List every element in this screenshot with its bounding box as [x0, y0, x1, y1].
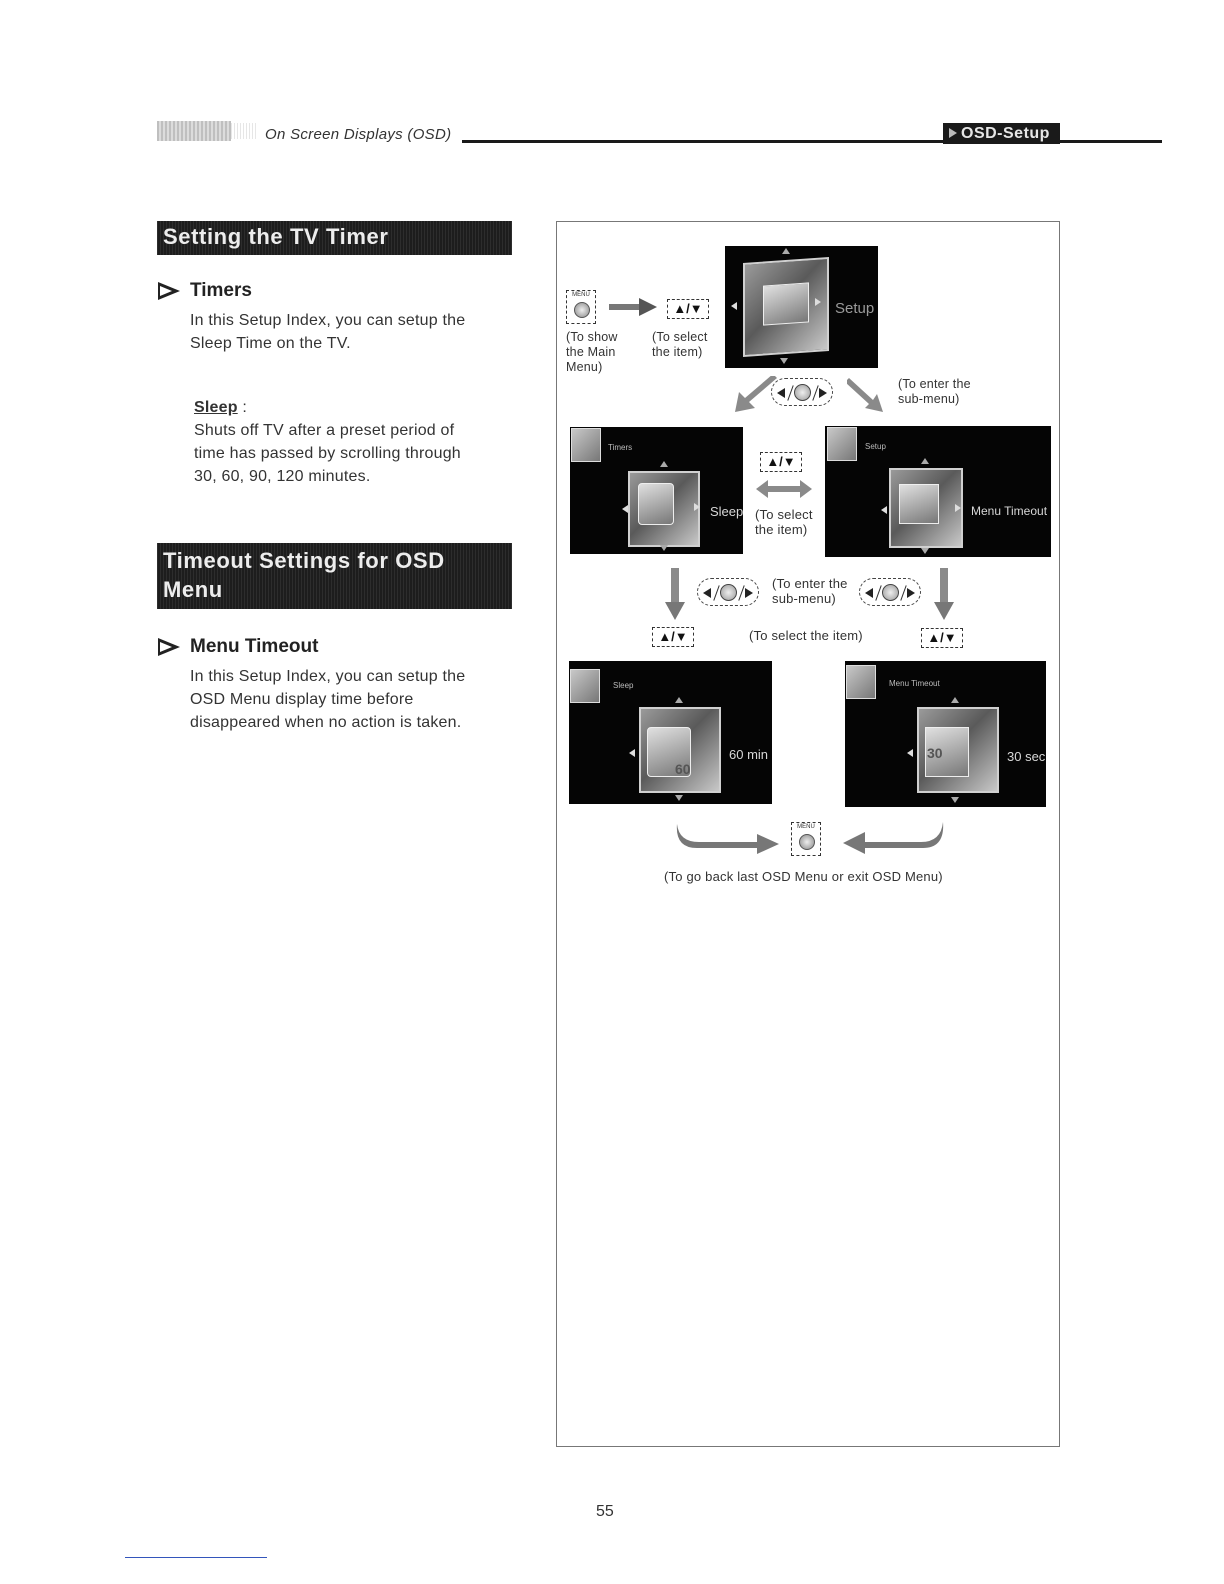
menu-timeout-line: disappeared when no action is taken.: [190, 714, 462, 731]
sleep-line: time has passed by scrolling through: [194, 445, 461, 462]
menu-timeout-cube-graphic: [917, 707, 999, 793]
right-triangle-icon: [815, 298, 821, 306]
menu-key-icon: [566, 290, 596, 324]
left-right-arrow-icon: [756, 480, 812, 498]
up-down-key-icon: ▲/▼: [667, 299, 709, 319]
timers-mini-icon: [571, 428, 601, 462]
up-down-key-icon: ▲/▼: [760, 452, 802, 472]
arrow-bullet-icon: [158, 638, 180, 656]
setup-cube-graphic: [889, 468, 963, 548]
setup-item-label: Menu Timeout: [971, 504, 1048, 518]
key-sep: [787, 385, 793, 400]
down-triangle-icon: [921, 548, 929, 554]
up-triangle-icon: [675, 697, 683, 703]
left-triangle-icon: [907, 749, 913, 757]
sleep-title: [194, 396, 461, 419]
caption-line: sub-menu): [772, 591, 836, 606]
main-menu-label: Setup: [835, 300, 875, 317]
sleep-line: Shuts off TV after a preset period of: [194, 422, 455, 439]
key-right-arrow: [819, 388, 827, 398]
menu-key-label: MENU: [797, 824, 815, 830]
sleep-corner-label: Sleep: [613, 681, 634, 690]
sleep-cube-graphic: [639, 707, 721, 793]
sleep-description: [194, 396, 461, 488]
up-triangle-icon: [782, 248, 790, 254]
menu-timeout-mini-icon: [846, 665, 876, 699]
header-section-title: On Screen Displays (OSD): [265, 126, 452, 143]
up-triangle-icon: [921, 458, 929, 464]
menu-timeout-heading: [158, 636, 318, 658]
left-ok-right-key-icon: [697, 578, 759, 606]
caption-line: sub-menu): [898, 392, 960, 406]
down-triangle-icon: [780, 358, 788, 364]
caption-line: (To select: [652, 330, 708, 344]
timers-intro: [190, 309, 465, 355]
caption-line: Menu): [566, 360, 603, 374]
timer-cube-graphic: [628, 471, 700, 547]
caption-select-item: [652, 330, 708, 360]
menu-timeout-corner-label: Menu Timeout: [889, 679, 940, 688]
clock-face-graphic: [638, 483, 674, 525]
section-banner-osd-timeout: [157, 543, 512, 609]
down-arrow-icon: [934, 568, 954, 620]
footer-rule: [125, 1557, 267, 1558]
screen-setup: [825, 426, 1051, 557]
caption-enter-submenu: [898, 377, 971, 407]
caption-show-main-menu: [566, 330, 618, 375]
menu-timeout-face-value: 30: [927, 745, 943, 761]
up-down-key-icon: ▲/▼: [652, 627, 694, 647]
up-triangle-icon: [951, 697, 959, 703]
up-down-key-icon: ▲/▼: [921, 628, 963, 648]
screen-timers: [570, 427, 743, 554]
left-triangle-icon: [731, 302, 737, 310]
key-left-arrow: [777, 388, 785, 398]
screen-main-menu: [725, 246, 878, 368]
menu-timeout-line: In this Setup Index, you can setup the: [190, 668, 466, 685]
timers-heading: [158, 280, 252, 302]
caption-line: the item): [652, 345, 703, 359]
header-logo: [157, 121, 231, 141]
key-ok: [882, 584, 899, 601]
down-triangle-icon: [951, 797, 959, 803]
caption-select-item-mid: [755, 507, 813, 537]
menu-key-label: MENU: [572, 292, 590, 298]
down-arrow-icon: [665, 568, 685, 620]
timers-corner-label: Timers: [608, 443, 633, 452]
down-triangle-icon: [660, 545, 668, 551]
header-badge: OSD-Setup: [943, 123, 1060, 144]
menu-timeout-heading-text: Menu Timeout: [190, 636, 319, 657]
key-left-arrow: [865, 588, 873, 598]
setup-face-graphic: [899, 484, 939, 524]
curved-arrow-right-icon: [675, 822, 781, 854]
timers-heading-text: Timers: [190, 280, 252, 301]
right-arrow-icon: [609, 298, 657, 316]
setup-face-graphic: [763, 282, 809, 325]
key-sep: [713, 585, 719, 600]
menu-key-button: [799, 834, 815, 850]
menu-cube-graphic: [743, 257, 829, 357]
screen-sleep: [569, 661, 772, 804]
menu-timeout-line: OSD Menu display time before: [190, 691, 414, 708]
osd-flow-diagram: [556, 221, 1060, 1447]
key-right-arrow: [745, 588, 753, 598]
timers-item-label: Sleep: [710, 504, 743, 519]
menu-key-icon: [791, 822, 821, 856]
key-sep: [875, 585, 881, 600]
left-ok-right-key-icon: [771, 378, 833, 406]
caption-line: the item): [755, 522, 808, 537]
menu-key-button: [574, 302, 590, 318]
up-triangle-icon: [660, 461, 668, 467]
sleep-mini-icon: [570, 669, 600, 703]
key-left-arrow: [703, 588, 711, 598]
caption-enter-submenu-mid: [772, 576, 848, 606]
screen-menu-timeout: [845, 661, 1046, 807]
down-triangle-icon: [675, 795, 683, 801]
sleep-label: Sleep: [194, 399, 238, 416]
arrow-bullet-icon: [158, 282, 180, 300]
key-sep: [812, 385, 818, 400]
key-sep: [738, 585, 744, 600]
right-triangle-icon: [955, 504, 961, 512]
key-sep: [900, 585, 906, 600]
page-number: 55: [596, 1503, 614, 1520]
banner-line: Timeout Settings for OSD: [163, 548, 445, 573]
setup-mini-icon: [827, 427, 857, 461]
key-ok: [720, 584, 737, 601]
caption-go-back: (To go back last OSD Menu or exit OSD Menu): [664, 869, 943, 884]
banner-line: Menu: [163, 577, 223, 602]
sleep-face-value: 60: [675, 761, 691, 777]
caption-line: (To enter the: [898, 377, 971, 391]
left-triangle-icon: [629, 749, 635, 757]
left-triangle-icon: [881, 506, 887, 514]
curved-arrow-left-icon: [841, 820, 945, 854]
left-triangle-icon: [622, 505, 628, 513]
sleep-value-label: 60 min: [729, 747, 769, 762]
caption-line: the Main: [566, 345, 616, 359]
timers-intro-line: Sleep Time on the TV.: [190, 335, 351, 352]
sleep-line: 30, 60, 90, 120 minutes.: [194, 468, 371, 485]
right-triangle-icon: [694, 503, 700, 511]
menu-timeout-intro: [190, 665, 465, 734]
setup-corner-label: Setup: [865, 442, 886, 451]
diagonal-arrow-down-right-icon: [847, 376, 887, 414]
caption-line: (To enter the: [772, 576, 848, 591]
caption-line: (To select: [755, 507, 813, 522]
caption-line: (To show: [566, 330, 618, 344]
menu-timeout-value-label: 30 sec: [1007, 749, 1046, 764]
section-banner-tv-timer: Setting the TV Timer: [157, 221, 512, 255]
caption-select-item-row: (To select the item): [749, 628, 863, 643]
sleep-colon: :: [237, 399, 247, 416]
key-ok: [794, 384, 811, 401]
key-right-arrow: [907, 588, 915, 598]
left-ok-right-key-icon: [859, 578, 921, 606]
timers-intro-line: In this Setup Index, you can setup the: [190, 312, 466, 329]
